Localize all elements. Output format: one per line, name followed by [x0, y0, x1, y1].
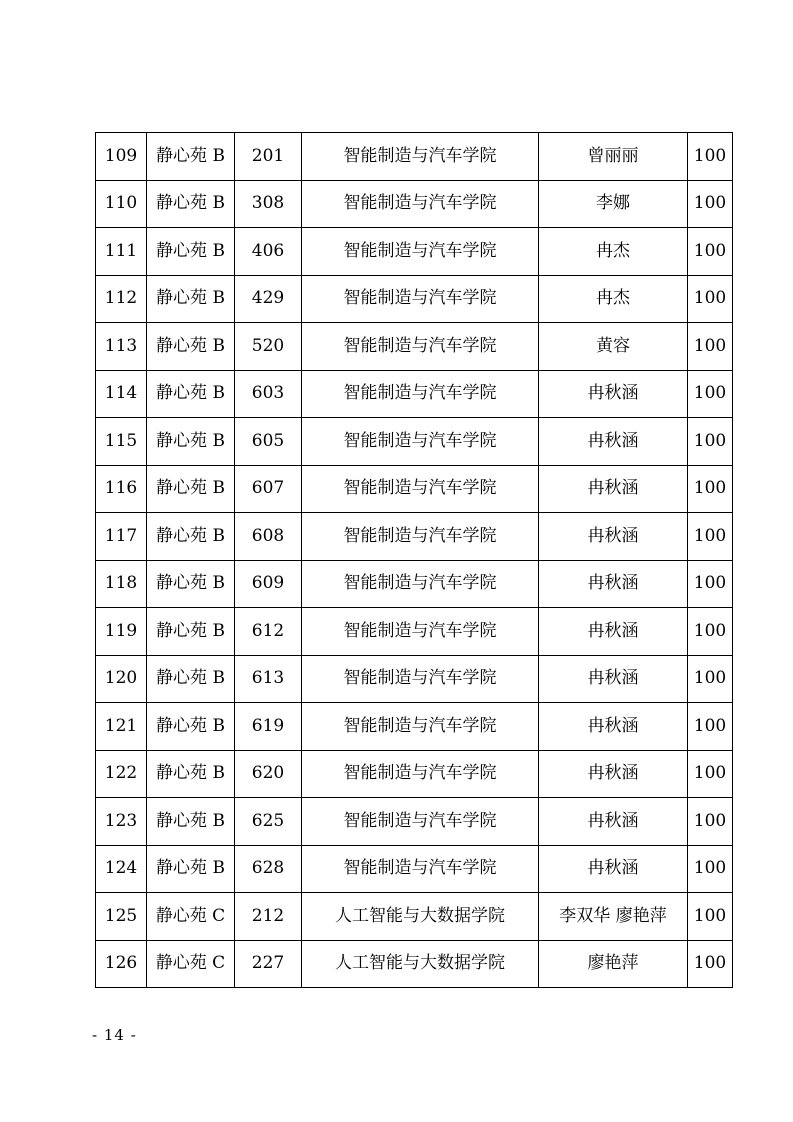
score-cell: 100	[688, 418, 733, 466]
room-number-cell: 406	[235, 228, 302, 276]
college-cell: 智能制造与汽车学院	[302, 323, 539, 371]
score-cell: 100	[688, 370, 733, 418]
table-row	[96, 750, 733, 798]
table-row	[96, 893, 733, 941]
building-cell: 静心苑 B	[147, 750, 235, 798]
row-number-cell: 119	[96, 608, 147, 656]
row-number-cell: 115	[96, 418, 147, 466]
score-cell: 100	[688, 513, 733, 561]
table-row	[96, 228, 733, 276]
table-row	[96, 703, 733, 751]
room-number-cell: 212	[235, 893, 302, 941]
table-row	[96, 845, 733, 893]
college-cell: 智能制造与汽车学院	[302, 180, 539, 228]
row-number-cell: 110	[96, 180, 147, 228]
responsible-person-cell: 冉秋涵	[539, 750, 688, 798]
responsible-person-cell: 冉杰	[539, 228, 688, 276]
row-number-cell: 126	[96, 940, 147, 988]
college-cell: 智能制造与汽车学院	[302, 798, 539, 846]
college-cell: 智能制造与汽车学院	[302, 513, 539, 561]
table-row	[96, 370, 733, 418]
college-cell: 人工智能与大数据学院	[302, 940, 539, 988]
college-cell: 智能制造与汽车学院	[302, 228, 539, 276]
table-row	[96, 560, 733, 608]
row-number-cell: 109	[96, 133, 147, 181]
row-number-cell: 121	[96, 703, 147, 751]
building-cell: 静心苑 B	[147, 228, 235, 276]
row-number-cell: 116	[96, 465, 147, 513]
building-cell: 静心苑 B	[147, 608, 235, 656]
building-cell: 静心苑 B	[147, 418, 235, 466]
building-cell: 静心苑 B	[147, 703, 235, 751]
table-body	[96, 133, 733, 988]
room-number-cell: 605	[235, 418, 302, 466]
room-number-cell: 619	[235, 703, 302, 751]
row-number-cell: 118	[96, 560, 147, 608]
building-cell: 静心苑 B	[147, 133, 235, 181]
row-number-cell: 123	[96, 798, 147, 846]
row-number-cell: 124	[96, 845, 147, 893]
responsible-person-cell: 冉秋涵	[539, 418, 688, 466]
responsible-person-cell: 冉秋涵	[539, 798, 688, 846]
score-cell: 100	[688, 845, 733, 893]
room-number-cell: 609	[235, 560, 302, 608]
score-cell: 100	[688, 703, 733, 751]
college-cell: 智能制造与汽车学院	[302, 133, 539, 181]
responsible-person-cell: 冉秋涵	[539, 560, 688, 608]
college-cell: 智能制造与汽车学院	[302, 370, 539, 418]
score-cell: 100	[688, 940, 733, 988]
row-number-cell: 117	[96, 513, 147, 561]
responsible-person-cell: 冉杰	[539, 275, 688, 323]
room-number-cell: 429	[235, 275, 302, 323]
score-cell: 100	[688, 893, 733, 941]
building-cell: 静心苑 B	[147, 275, 235, 323]
table-row	[96, 798, 733, 846]
college-cell: 智能制造与汽车学院	[302, 465, 539, 513]
dormitory-score-table	[95, 132, 733, 988]
score-cell: 100	[688, 180, 733, 228]
responsible-person-cell: 冉秋涵	[539, 608, 688, 656]
room-number-cell: 308	[235, 180, 302, 228]
dormitory-score-table-container	[95, 132, 733, 988]
responsible-person-cell: 李娜	[539, 180, 688, 228]
score-cell: 100	[688, 560, 733, 608]
building-cell: 静心苑 B	[147, 560, 235, 608]
responsible-person-cell: 冉秋涵	[539, 370, 688, 418]
responsible-person-cell: 曾丽丽	[539, 133, 688, 181]
row-number-cell: 122	[96, 750, 147, 798]
row-number-cell: 120	[96, 655, 147, 703]
room-number-cell: 603	[235, 370, 302, 418]
table-row	[96, 418, 733, 466]
room-number-cell: 628	[235, 845, 302, 893]
row-number-cell: 113	[96, 323, 147, 371]
building-cell: 静心苑 B	[147, 370, 235, 418]
row-number-cell: 125	[96, 893, 147, 941]
responsible-person-cell: 冉秋涵	[539, 465, 688, 513]
table-row	[96, 655, 733, 703]
building-cell: 静心苑 B	[147, 465, 235, 513]
building-cell: 静心苑 B	[147, 655, 235, 703]
responsible-person-cell: 冉秋涵	[539, 703, 688, 751]
table-row	[96, 180, 733, 228]
room-number-cell: 201	[235, 133, 302, 181]
college-cell: 智能制造与汽车学院	[302, 418, 539, 466]
room-number-cell: 227	[235, 940, 302, 988]
row-number-cell: 112	[96, 275, 147, 323]
score-cell: 100	[688, 228, 733, 276]
room-number-cell: 612	[235, 608, 302, 656]
college-cell: 智能制造与汽车学院	[302, 750, 539, 798]
page-number: - 14 -	[92, 1026, 137, 1044]
table-row	[96, 940, 733, 988]
score-cell: 100	[688, 655, 733, 703]
score-cell: 100	[688, 608, 733, 656]
college-cell: 智能制造与汽车学院	[302, 845, 539, 893]
table-row	[96, 513, 733, 561]
college-cell: 智能制造与汽车学院	[302, 560, 539, 608]
room-number-cell: 625	[235, 798, 302, 846]
table-row	[96, 133, 733, 181]
table-row	[96, 275, 733, 323]
responsible-person-cell: 李双华 廖艳萍	[539, 893, 688, 941]
responsible-person-cell: 黄容	[539, 323, 688, 371]
college-cell: 智能制造与汽车学院	[302, 608, 539, 656]
score-cell: 100	[688, 133, 733, 181]
building-cell: 静心苑 B	[147, 180, 235, 228]
score-cell: 100	[688, 323, 733, 371]
building-cell: 静心苑 C	[147, 893, 235, 941]
score-cell: 100	[688, 798, 733, 846]
building-cell: 静心苑 B	[147, 845, 235, 893]
table-row	[96, 323, 733, 371]
table-row	[96, 465, 733, 513]
room-number-cell: 607	[235, 465, 302, 513]
building-cell: 静心苑 B	[147, 323, 235, 371]
building-cell: 静心苑 B	[147, 513, 235, 561]
responsible-person-cell: 冉秋涵	[539, 845, 688, 893]
building-cell: 静心苑 C	[147, 940, 235, 988]
score-cell: 100	[688, 750, 733, 798]
table-row	[96, 608, 733, 656]
building-cell: 静心苑 B	[147, 798, 235, 846]
college-cell: 人工智能与大数据学院	[302, 893, 539, 941]
responsible-person-cell: 冉秋涵	[539, 513, 688, 561]
room-number-cell: 613	[235, 655, 302, 703]
responsible-person-cell: 廖艳萍	[539, 940, 688, 988]
room-number-cell: 608	[235, 513, 302, 561]
room-number-cell: 520	[235, 323, 302, 371]
score-cell: 100	[688, 465, 733, 513]
row-number-cell: 111	[96, 228, 147, 276]
score-cell: 100	[688, 275, 733, 323]
row-number-cell: 114	[96, 370, 147, 418]
room-number-cell: 620	[235, 750, 302, 798]
college-cell: 智能制造与汽车学院	[302, 275, 539, 323]
college-cell: 智能制造与汽车学院	[302, 703, 539, 751]
college-cell: 智能制造与汽车学院	[302, 655, 539, 703]
responsible-person-cell: 冉秋涵	[539, 655, 688, 703]
